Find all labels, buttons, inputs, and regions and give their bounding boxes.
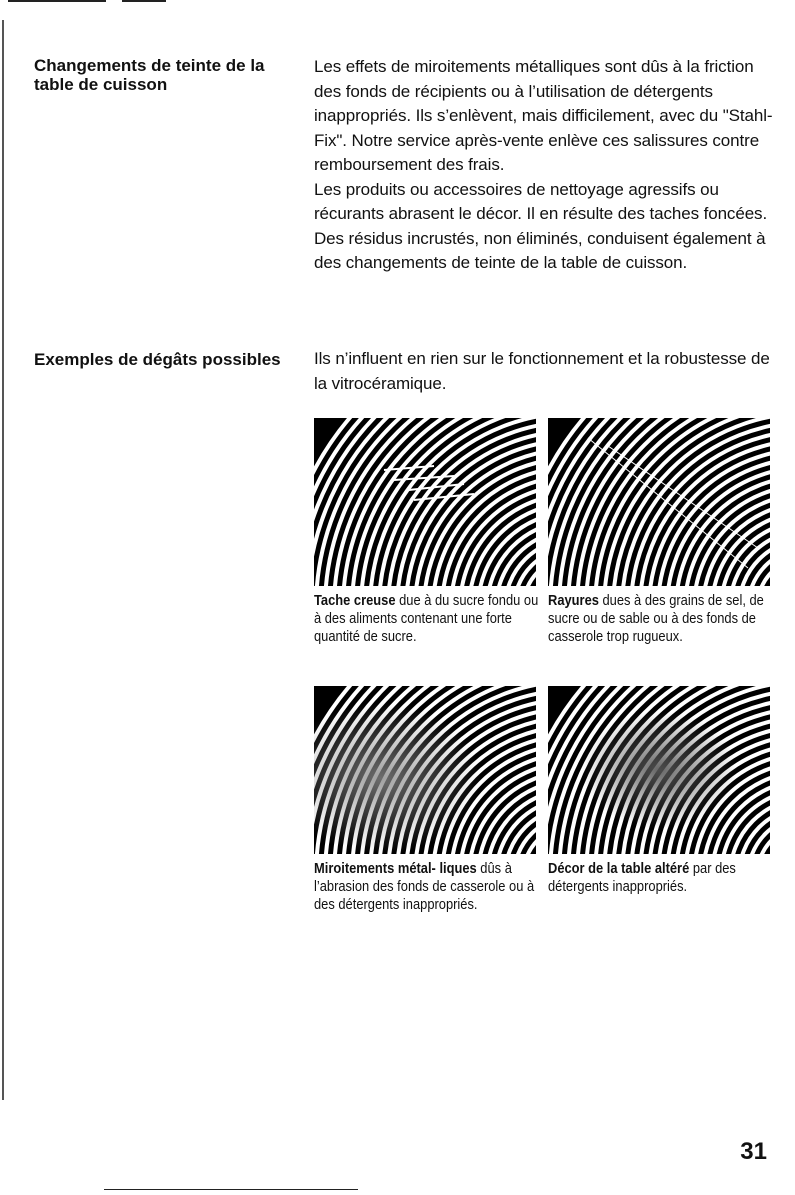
figure-metallic-shimmer-image [314, 686, 536, 854]
figure-caption [548, 592, 773, 646]
page-number: 31 [740, 1138, 767, 1165]
figure-caption [548, 860, 773, 896]
caption-text: par des détergents inappropriés. [548, 860, 736, 895]
caption-text: dues à des grains de sel, de sucre ou de sable ou à des fonds de casserole trop rugueux. [548, 592, 764, 645]
section-heading-damage-examples: Exemples de dégâts possibles [34, 350, 281, 369]
section-heading-color-changes: Changements de teinte de la table de cuisson [34, 56, 265, 94]
caption-text: dûs à l’abrasion des fonds de casserole ou à des détergents inappropriés. [314, 860, 535, 913]
caption-text: due à du sucre fondu ou à des aliments contenant une forte quantité de sucre. [314, 592, 539, 645]
caption-bold: Rayures [548, 592, 599, 609]
figure-altered-decor-image [548, 686, 770, 854]
caption-bold: Tache creuse [314, 592, 396, 609]
caption-bold: Décor de la table altéré [548, 860, 690, 877]
left-edge-bar [2, 20, 4, 1100]
figure-hollow-stain-image [314, 418, 536, 586]
bottom-rule [104, 1189, 358, 1190]
top-rule-short [122, 0, 166, 2]
figure-caption [314, 592, 539, 646]
section-body-damage-examples [314, 347, 774, 396]
figure-scratches-image [548, 418, 770, 586]
paragraph: Les produits ou accessoires de nettoyage agressifs ou récurants abrasent le décor. Il en résulte des taches foncées. Des résidus incrustés, non éliminés, conduisent également à des changements de teinte de la table de cuisson. [314, 179, 768, 272]
figure-caption [314, 860, 539, 914]
paragraph: Ils n’influent en rien sur le fonctionnement et la robustesse de la vitrocéramique. [314, 349, 770, 393]
paragraph: Les effets de miroitements métalliques sont dûs à la friction des fonds de récipients ou à l’utilisation de détergents inappropriés. Ils s’enlèvent, mais difficilement, avec du "Stahl- Fix". Notre service après-vente enlève ces salissures contre remboursement des frais. [314, 57, 773, 174]
section-body-color-changes [314, 55, 774, 276]
top-rule [8, 0, 106, 2]
caption-bold: Miroitements métal- liques [314, 860, 477, 877]
